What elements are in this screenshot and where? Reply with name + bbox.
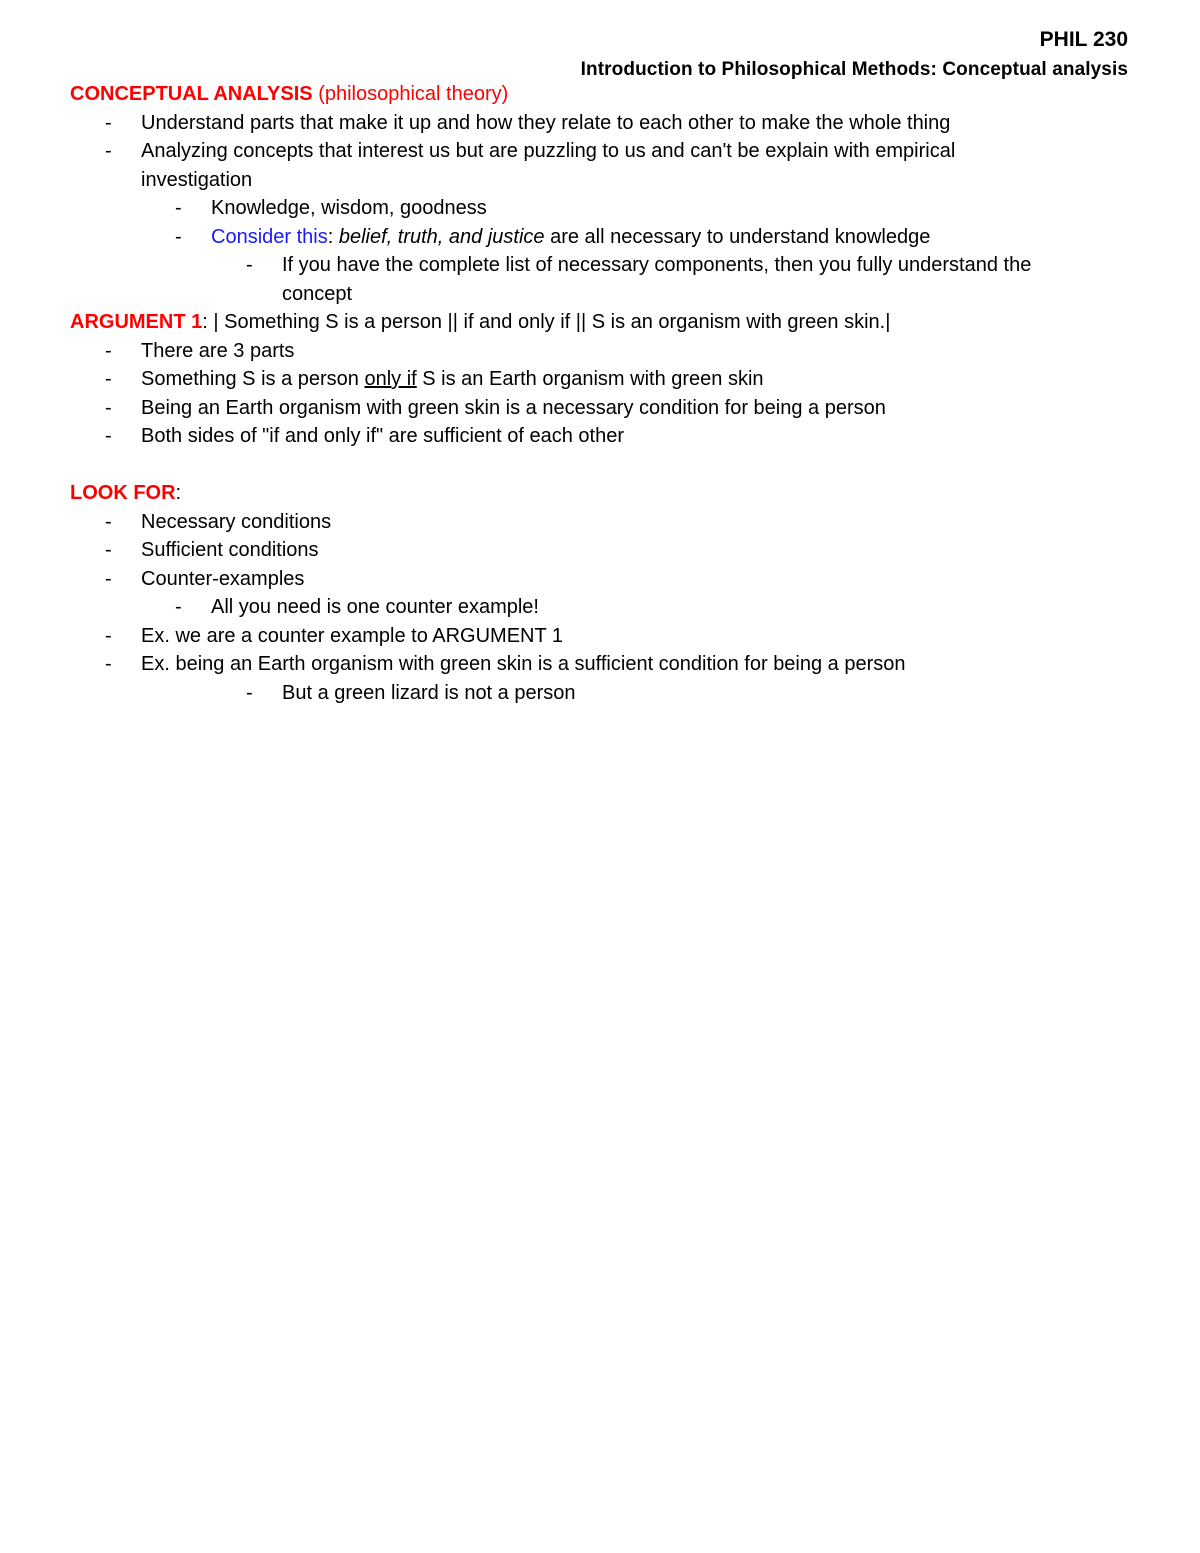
list-item-text: Necessary conditions bbox=[141, 510, 332, 533]
bullet-dash: - bbox=[175, 225, 182, 248]
list-item-text: Analyzing concepts that interest us but are puzzling to us and can't be explain with empirical investigation bbox=[141, 140, 956, 191]
list-item bbox=[70, 508, 1130, 537]
list-item bbox=[70, 137, 1041, 194]
bullet-dash: - bbox=[105, 539, 112, 561]
bullet-dash: - bbox=[105, 567, 112, 590]
list-item-text: All you need is one counter example! bbox=[211, 596, 539, 618]
bullet-dash: - bbox=[105, 653, 112, 675]
list-item bbox=[70, 394, 1130, 423]
heading-text: ARGUMENT 1 bbox=[70, 311, 203, 333]
bullet-dash: - bbox=[105, 140, 112, 162]
list-item bbox=[70, 337, 1130, 366]
list-item-text: Sufficient conditions bbox=[141, 539, 319, 561]
heading-text: CONCEPTUAL ANALYSIS bbox=[70, 83, 313, 105]
list-item-text: If you have the complete list of necessary components, then you fully understand the concept bbox=[282, 254, 1032, 305]
list-item bbox=[70, 365, 1130, 394]
list-item-text: Ex. we are a counter example to ARGUMENT 1 bbox=[141, 624, 564, 647]
only-if-post: S is an Earth organism with green skin bbox=[416, 368, 764, 390]
list-item-text: Ex. being an Earth organism with green skin is a sufficient condition for being a person bbox=[141, 653, 906, 675]
bullet-dash: - bbox=[246, 254, 253, 276]
list-item bbox=[70, 650, 1130, 679]
section-heading-look-for bbox=[70, 479, 1130, 508]
document-title: Introduction to Philosophical Methods: Conceptual analysis bbox=[580, 59, 1128, 80]
list-item bbox=[70, 679, 1130, 708]
section-heading-argument-1 bbox=[70, 308, 1130, 337]
list-item-text: Counter-examples bbox=[141, 567, 305, 590]
consider-italic: belief, truth, and justice bbox=[338, 225, 545, 248]
list-item bbox=[70, 223, 1130, 252]
list-item-text: Being an Earth organism with green skin is a necessary condition for being a person bbox=[141, 396, 886, 419]
list-item-text: Understand parts that make it up and how they relate to each other to make the whole thing bbox=[141, 111, 951, 134]
bullet-dash: - bbox=[105, 510, 112, 533]
list-item bbox=[70, 194, 1130, 223]
bullet-dash: - bbox=[246, 681, 253, 704]
list-item bbox=[70, 593, 1130, 622]
spacer bbox=[70, 451, 1130, 480]
bullet-dash: - bbox=[175, 197, 182, 219]
heading-text: LOOK FOR bbox=[70, 482, 176, 504]
list-item-text: Knowledge, wisdom, goodness bbox=[211, 197, 487, 219]
course-code: PHIL 230 bbox=[1039, 28, 1128, 51]
list-item bbox=[70, 109, 1130, 138]
list-item bbox=[70, 622, 1130, 651]
bullet-dash: - bbox=[105, 368, 112, 390]
consider-label: Consider this bbox=[211, 225, 328, 248]
heading-note: (philosophical theory) bbox=[312, 83, 509, 105]
consider-rest: are all necessary to understand knowledge bbox=[544, 225, 931, 248]
only-if-underlined: only if bbox=[364, 368, 417, 390]
bullet-dash: - bbox=[105, 425, 112, 447]
heading-rest: : bbox=[175, 482, 182, 504]
list-item bbox=[70, 422, 1130, 451]
list-item bbox=[70, 251, 1102, 308]
bullet-dash: - bbox=[105, 111, 112, 134]
bullet-dash: - bbox=[175, 596, 182, 618]
notes-body bbox=[70, 80, 1130, 707]
list-item-text: Both sides of "if and only if" are sufficient of each other bbox=[141, 425, 624, 447]
consider-colon: : bbox=[327, 225, 339, 248]
heading-rest: : | Something S is a person || if and only if || S is an organism with green skin.| bbox=[202, 311, 891, 333]
bullet-dash: - bbox=[105, 624, 112, 647]
bullet-dash: - bbox=[105, 339, 112, 362]
list-item bbox=[70, 536, 1130, 565]
list-item-text: There are 3 parts bbox=[141, 339, 295, 362]
only-if-pre: Something S is a person bbox=[141, 368, 365, 390]
section-heading-conceptual-analysis bbox=[70, 80, 1130, 109]
list-item-text: But a green lizard is not a person bbox=[282, 681, 576, 704]
bullet-dash: - bbox=[105, 396, 112, 419]
list-item bbox=[70, 565, 1130, 594]
